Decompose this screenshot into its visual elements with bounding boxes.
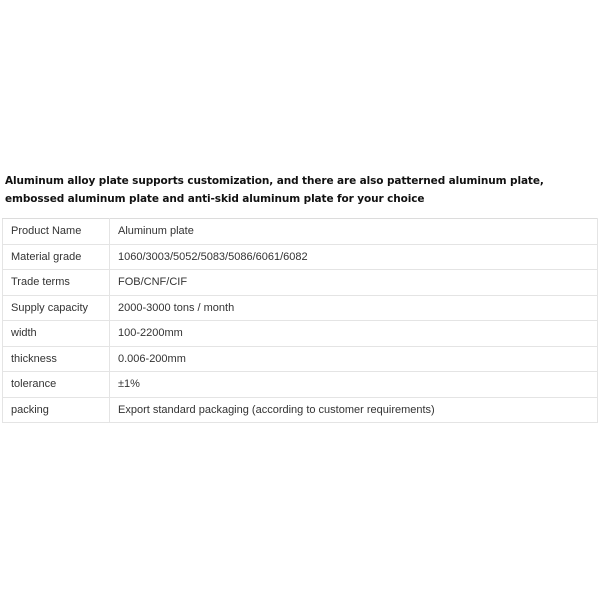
row-value-supply-capacity: 2000-3000 tons / month [110, 295, 598, 321]
row-value-product-name: Aluminum plate [110, 219, 598, 245]
table-row [3, 295, 598, 321]
row-value-thickness: 0.006-200mm [110, 346, 598, 372]
row-value-width: 100-2200mm [110, 321, 598, 347]
table-row [3, 219, 598, 245]
table-row [3, 270, 598, 296]
table-row [3, 346, 598, 372]
row-label-trade-terms: Trade terms [3, 270, 110, 296]
row-value-tolerance: ±1% [110, 372, 598, 398]
table-row [3, 372, 598, 398]
row-value-material-grade: 1060/3003/5052/5083/5086/6061/6082 [110, 244, 598, 270]
row-label-thickness: thickness [3, 346, 110, 372]
table-row [3, 244, 598, 270]
table-row [3, 397, 598, 423]
row-label-packing: packing [3, 397, 110, 423]
row-label-width: width [3, 321, 110, 347]
description-heading: Aluminum alloy plate supports customization, and there are also patterned aluminum plate, embossed aluminum plate and anti-skid aluminum plate for your choice [5, 175, 544, 205]
row-label-product-name: Product Name [3, 219, 110, 245]
table-row [3, 321, 598, 347]
row-value-packing: Export standard packaging (according to customer requirements) [110, 397, 598, 423]
spec-table [2, 218, 598, 423]
row-label-material-grade: Material grade [3, 244, 110, 270]
row-label-tolerance: tolerance [3, 372, 110, 398]
row-value-trade-terms: FOB/CNF/CIF [110, 270, 598, 296]
row-label-supply-capacity: Supply capacity [3, 295, 110, 321]
